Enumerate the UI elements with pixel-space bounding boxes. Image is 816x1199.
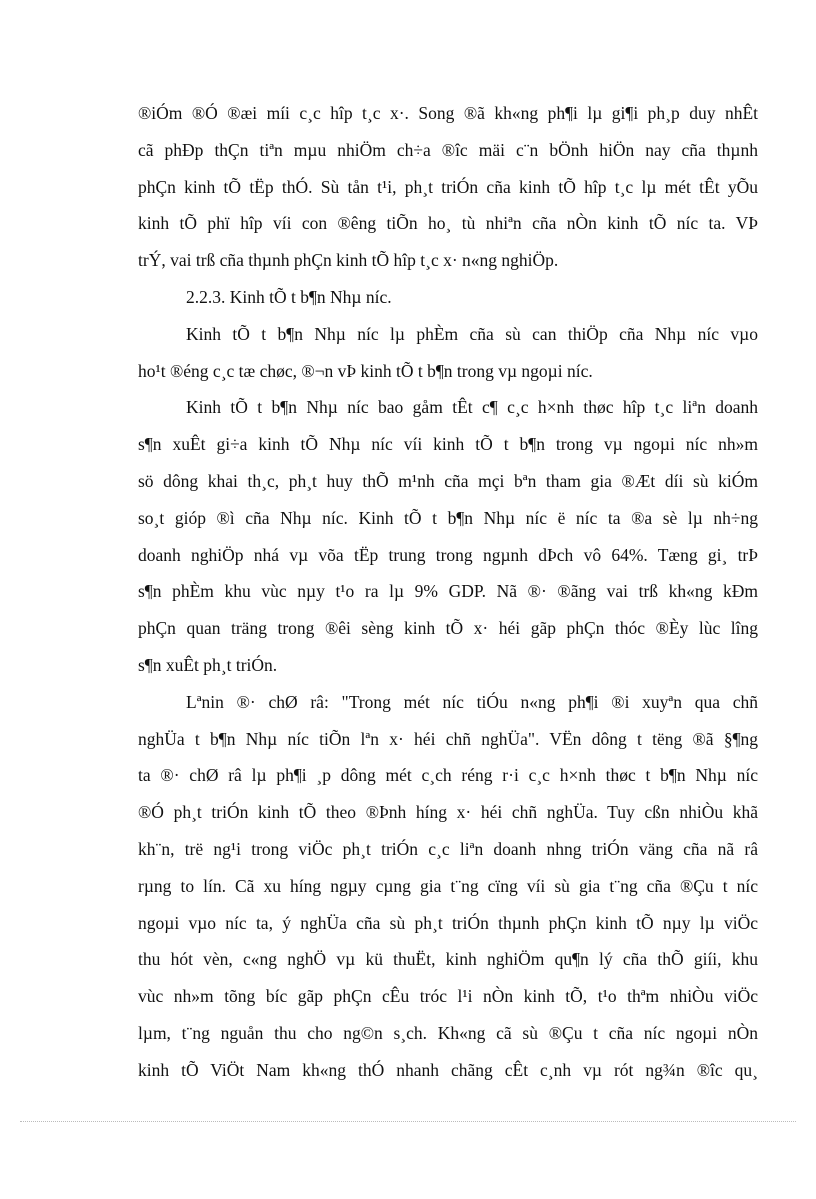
text-line: thu hót vèn, c«ng nghÖ vµ kü thuËt, kinh nghiÖm qu¶n lý cña thÕ giíi, khu bbox=[138, 949, 758, 970]
text-line: kh¨n, trë ng¹i trong viÖc ph¸t triÓn c¸c liªn doanh nhng triÓn väng cña nã râ bbox=[138, 838, 758, 859]
text-line: s¶n phÈm khu vùc nµy t¹o ra lµ 9% GDP. Nã ®· ®ãng vai trß kh«ng kÐm bbox=[138, 581, 758, 602]
text-line: s¶n xuÊt ph¸t triÓn. bbox=[138, 654, 278, 675]
page-bottom-divider bbox=[20, 1121, 796, 1122]
text-line: kinh tÕ ViÖt Nam kh«ng thÓ nhanh chãng cÊt c¸nh vµ rót ng¾n ®îc qu¸ bbox=[138, 1059, 758, 1080]
text-line bbox=[138, 1089, 758, 1126]
text-line: Kinh tÕ t b¶n Nhµ níc lµ phÈm cña sù can thiÖp cña Nhµ níc vµo bbox=[186, 323, 758, 344]
section-heading: 2.2.3. Kinh tÕ t b¶n Nhµ níc. bbox=[186, 286, 392, 307]
text-line: phÇn kinh tÕ tËp thÓ. Sù tån t¹i, ph¸t triÓn cña kinh tÕ hîp t¸c lµ mét tÊt yÕu bbox=[138, 176, 758, 197]
text-line: kinh tÕ phï hîp víi con ®êng tiÕn ho¸ tù nhiªn cña nÒn kinh tÕ níc ta. VÞ bbox=[138, 213, 758, 234]
text-line: ngoµi vµo níc ta, ý nghÜa cña sù ph¸t triÓn thµnh phÇn kinh tÕ nµy lµ viÖc bbox=[138, 912, 758, 933]
text-line: phÇn quan träng trong ®êi sèng kinh tÕ x· héi gãp phÇn thóc ®Èy lùc lîng bbox=[138, 618, 758, 639]
text-line: sö dông khai th¸c, ph¸t huy thÕ m¹nh cña mçi bªn tham gia ®Æt díi sù kiÓm bbox=[138, 470, 758, 491]
text-line: doanh nghiÖp nhá vµ võa tËp trung trong ngµnh dÞch vô 64%. Tæng gi¸ trÞ bbox=[138, 544, 758, 565]
text-line: Kinh tÕ t b¶n Nhµ níc bao gåm tÊt c¶ c¸c h×nh thøc hîp t¸c liªn doanh bbox=[186, 397, 758, 418]
text-line bbox=[138, 1125, 758, 1162]
body-text bbox=[138, 95, 758, 1199]
text-line bbox=[138, 1162, 758, 1199]
text-line: ho¹t ®éng c¸c tæ chøc, ®¬n vÞ kinh tÕ t b¶n trong vµ ngoµi níc. bbox=[138, 360, 593, 381]
text-line: so¸t gióp ®ì cña Nhµ níc. Kinh tÕ t b¶n Nhµ níc ë níc ta ®a sè lµ nh÷ng bbox=[138, 507, 758, 528]
text-line: s¶n xuÊt gi÷a kinh tÕ Nhµ níc víi kinh tÕ t b¶n trong vµ ngoµi níc nh»m bbox=[138, 434, 758, 455]
text-line: ®iÓm ®Ó ®æi míi c¸c hîp t¸c x·. Song ®ã kh«ng ph¶i lµ gi¶i ph¸p duy nhÊt bbox=[138, 103, 758, 123]
text-line: Lªnin ®· chØ râ: "Trong mét níc tiÓu n«ng ph¶i ®i xuyªn qua chñ bbox=[186, 691, 758, 712]
text-line: ta ®· chØ râ lµ ph¶i ¸p dông mét c¸ch réng r·i c¸c h×nh thøc t b¶n Nhµ níc bbox=[138, 765, 758, 786]
text-line: cã phÐp thÇn tiªn mµu nhiÖm ch÷a ®îc mäi c¨n bÖnh hiÖn nay cña thµnh bbox=[138, 139, 758, 160]
text-line: trÝ, vai trß cña thµnh phÇn kinh tÕ hîp t¸c x· n«ng nghiÖp. bbox=[138, 250, 559, 271]
text-line: nghÜa t b¶n Nhµ níc tiÕn lªn x· héi chñ nghÜa". VËn dông t tëng ®ã §¶ng bbox=[138, 728, 758, 749]
text-line: rµng to lín. Cã xu híng ngµy cµng gia t¨ng cïng víi sù gia t¨ng cña ®Çu t níc bbox=[138, 875, 758, 896]
text-line: lµm, t¨ng nguån thu cho ng©n s¸ch. Kh«ng cã sù ®Çu t cña níc ngoµi nÒn bbox=[138, 1022, 758, 1043]
text-line: ®Ó ph¸t triÓn kinh tÕ theo ®Þnh híng x· héi chñ nghÜa. Tuy cßn nhiÒu khã bbox=[138, 802, 758, 823]
text-line: vùc nh»m tõng bíc gãp phÇn cÊu tróc l¹i nÒn kinh tÕ, t¹o thªm nhiÒu viÖc bbox=[138, 986, 758, 1007]
